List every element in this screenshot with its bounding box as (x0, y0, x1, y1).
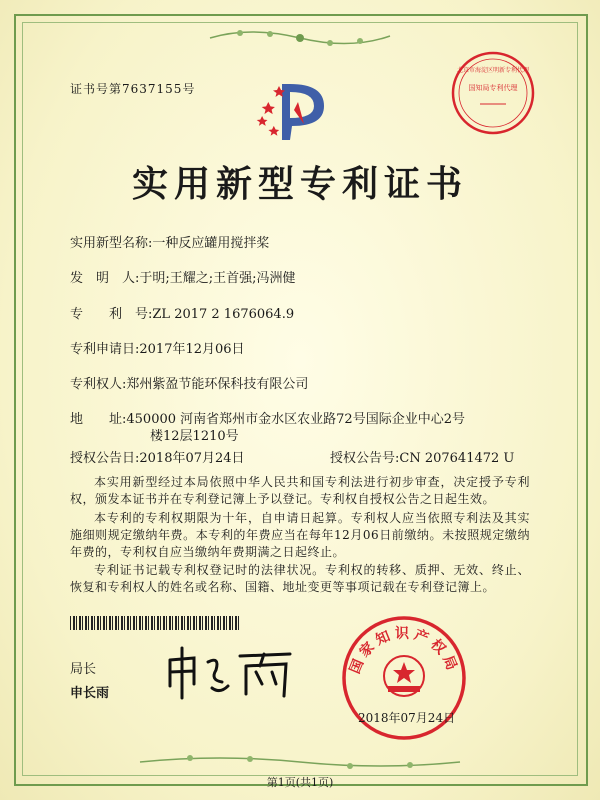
field-patent-number: 专 利 号:ZL 2017 2 1676064.9 (70, 307, 295, 322)
big-seal-ring-text: 国家知识产权局 (346, 626, 462, 677)
certificate-title: 实用新型专利证书 (131, 163, 468, 205)
handwritten-signature (160, 642, 300, 702)
barcode (70, 616, 240, 630)
director-name: 申长雨 (70, 686, 110, 701)
vine-ornament-bottom (130, 752, 470, 772)
top-seal-ring-text: 北京市海淀区明新专利代理 (456, 67, 530, 74)
field-address-line2: 楼12层1210号 (150, 429, 239, 444)
field-address: 地 址:450000 河南省郑州市金水区农业路72号国际企业中心2号 (70, 412, 465, 427)
field-patent-owner: 专利权人:郑州紫盈节能环保科技有限公司 (70, 377, 309, 392)
body-paragraph-1: 本实用新型经过本局依照中华人民共和国专利法进行初步审查，决定授予专利权，颁发本证书并在专利登记簿上予以登记。专利权自授权公告之日起生效。 (70, 475, 530, 506)
agency-seal-stamp (450, 50, 536, 136)
body-paragraph-2: 本专利的专利权期限为十年，自申请日起算。专利权人应当依照专利法及其实施细则规定缴纳年费。本专利的年费应当在每年12月06日前缴纳。未按照规定缴纳年费的，专利权自应当缴纳年费期满之日起终止。 (70, 511, 530, 559)
field-utility-name: 实用新型名称:一种反应罐用搅拌桨 (70, 236, 270, 251)
vine-ornament-top (200, 24, 400, 50)
body-paragraph-3: 专利证书记载专利权登记时的法律状况。专利权的转移、质押、无效、终止、恢复和专利权人的姓名或名称、国籍、地址变更等事项记载在专利登记簿上。 (70, 563, 530, 594)
top-seal-center-text: 国知局专利代理 (468, 84, 518, 92)
certificate-number: 证书号第7637155号 (70, 82, 196, 96)
director-title: 局长 (70, 662, 97, 677)
field-grant-date: 授权公告日:2018年07月24日 (70, 451, 245, 466)
patent-office-logo-icon (254, 80, 334, 144)
page-number: 第1页(共1页) (266, 776, 334, 789)
field-grant-number: 授权公告号:CN 207641472 U (330, 451, 515, 466)
field-filing-date: 专利申请日:2017年12月06日 (70, 342, 245, 357)
field-inventor: 发 明 人:于明;王耀之;王首强;冯洲健 (70, 271, 296, 286)
seal-date: 2018年07月24日 (358, 711, 456, 725)
